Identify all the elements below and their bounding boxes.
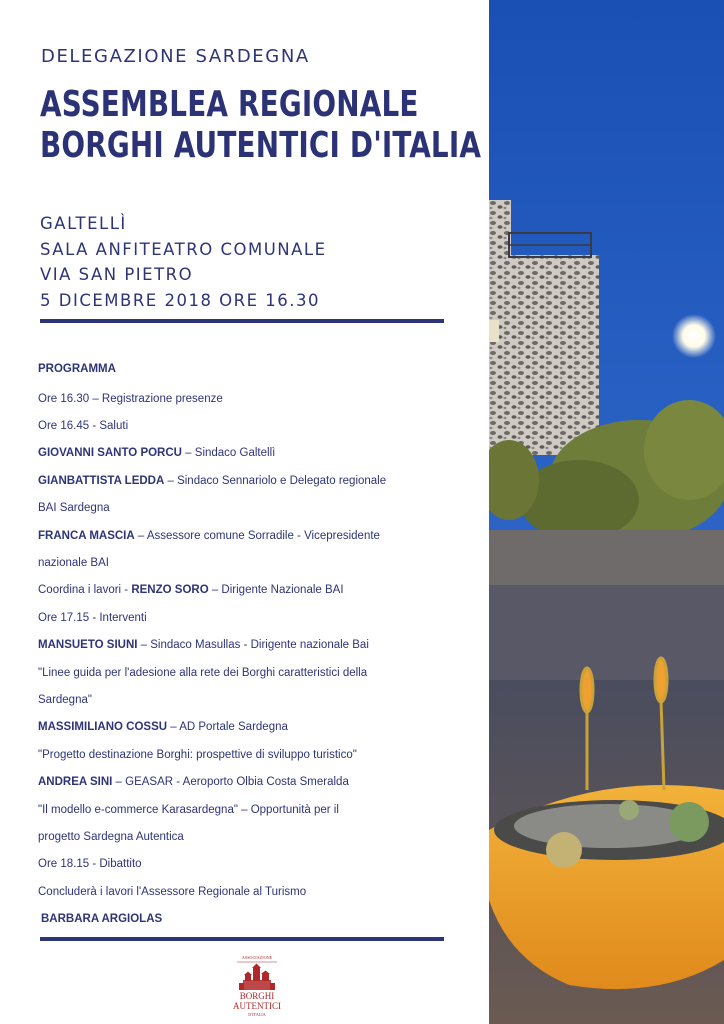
village-evening-photo — [489, 0, 724, 1024]
program-item: GIANBATTISTA LEDDA – Sindaco Sennariolo e Delegato regionale — [38, 475, 387, 487]
program-item: nazionale BAI — [38, 557, 109, 569]
program-item: Ore 17.15 - Interventi — [38, 612, 147, 624]
logo-text-italia: D'ITALIA — [248, 1012, 266, 1017]
logo-text-borghi: BORGHI — [239, 991, 275, 1001]
venue-date: 5 DICEMBRE 2018 ORE 16.30 — [40, 290, 321, 310]
program-item: "Progetto destinazione Borghi: prospettive di sviluppo turistico" — [38, 749, 357, 761]
program-item: BAI Sardegna — [38, 502, 110, 514]
program-item: Ore 16.30 – Registrazione presenze — [38, 393, 223, 405]
program-heading: PROGRAMMA — [38, 363, 116, 375]
logo-text-association: ASSOCIAZIONE — [241, 955, 273, 960]
delegation-label: DELEGAZIONE SARDEGNA — [41, 46, 310, 67]
divider-bottom — [40, 937, 444, 941]
venue-town: GALTELLÌ — [40, 214, 127, 233]
program-item: FRANCA MASCIA – Assessore comune Sorradile - Vicepresidente — [38, 530, 380, 542]
venue-hall: SALA ANFITEATRO COMUNALE — [40, 239, 327, 259]
program-item: Coordina i lavori - RENZO SORO – Dirigente Nazionale BAI — [38, 584, 344, 596]
title-line-2: BORGHI AUTENTICI D'ITALIA — [40, 125, 482, 166]
photo-illustration — [489, 0, 724, 1024]
title-line-1: ASSEMBLEA REGIONALE — [40, 84, 419, 125]
village-emblem-icon — [239, 964, 275, 991]
moon-icon — [672, 314, 716, 358]
program-item: ANDREA SINI – GEASAR - Aeroporto Olbia Costa Smeralda — [38, 776, 349, 788]
logo-text-autentici: AUTENTICI — [233, 1001, 281, 1011]
poster-title — [40, 84, 482, 166]
program-item: "Il modello e-commerce Karasardegna" – Opportunità per il — [38, 804, 339, 816]
venue-block — [40, 211, 327, 313]
program-item: "Linee guida per l'adesione alla rete dei Borghi caratteristici della — [38, 667, 368, 679]
program-item: MASSIMILIANO COSSU – AD Portale Sardegna — [38, 721, 288, 733]
borghi-autentici-logo — [229, 954, 285, 1018]
program-item: progetto Sardegna Autentica — [38, 831, 184, 843]
program-item: Ore 18.15 - Dibattito — [38, 858, 142, 870]
program-item: Sardegna" — [38, 694, 92, 706]
venue-street: VIA SAN PIETRO — [40, 265, 194, 284]
program-item: BARBARA ARGIOLAS — [41, 913, 163, 925]
program-item: Ore 16.45 - Saluti — [38, 420, 129, 432]
program-item: MANSUETO SIUNI – Sindaco Masullas - Dirigente nazionale Bai — [38, 639, 369, 651]
program-item: GIOVANNI SANTO PORCU – Sindaco Galtellì — [38, 447, 276, 459]
program-item: Concluderà i lavori l'Assessore Regionale al Turismo — [38, 886, 307, 898]
divider-top — [40, 319, 444, 323]
